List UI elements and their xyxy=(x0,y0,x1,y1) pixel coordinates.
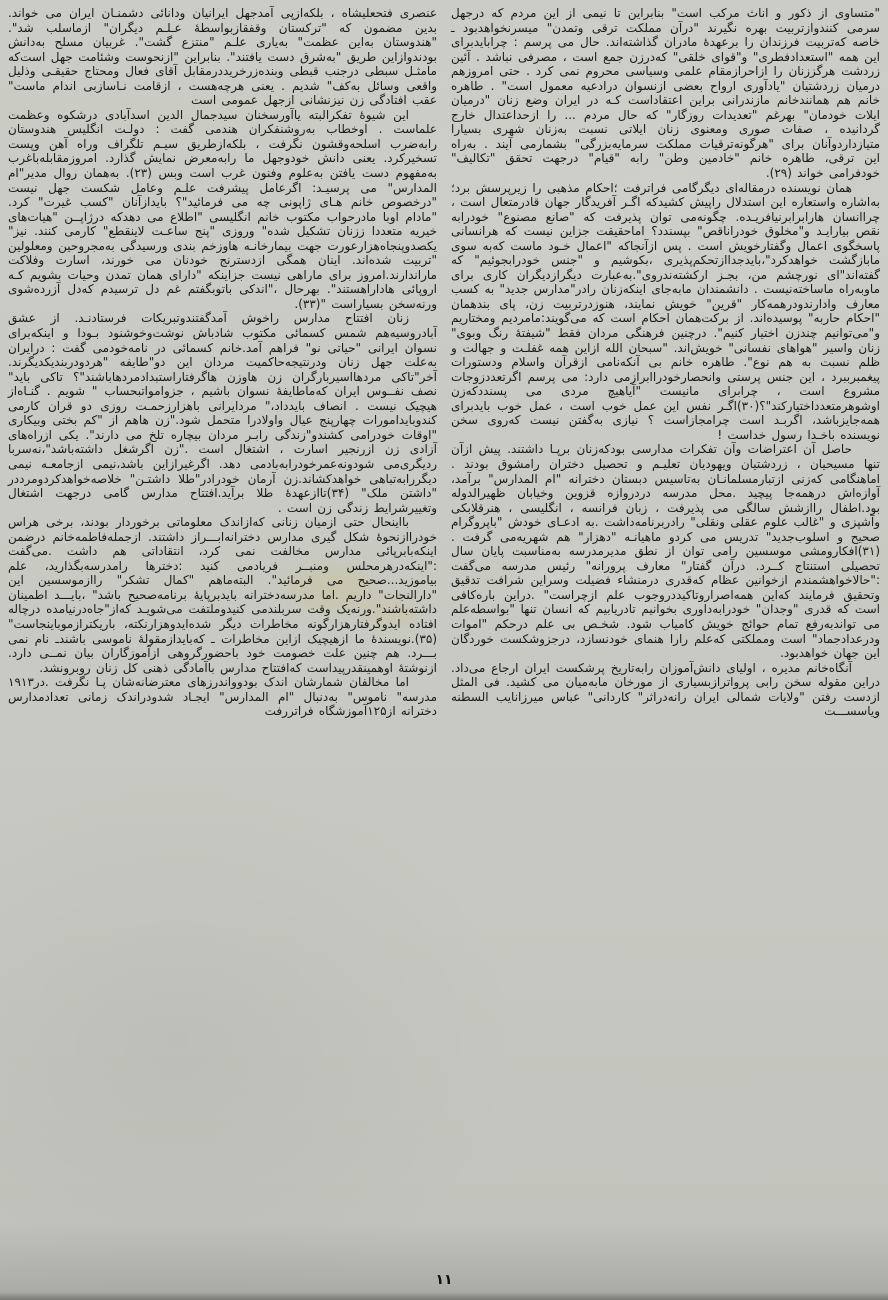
page-edge-shadow xyxy=(0,1292,888,1300)
page-number: ۱۱ xyxy=(435,1272,453,1288)
paragraph-right-3: حاصل آن اعتراضات وآن تفکرات مدارسی بودکه‌زنان برپـا داشتند. پیش ازآن تنها مسیحیان ، زردشتیان ویهودیان تعلیـم و تحصیل دختران رامشوق بودند . اماهنگامی که‌زنی ازتبارمسلمانـان به‌تاسیس دبستان دخترانه "ام المدارس" برآمد، آوازه‌اش درهمه‌جا پیچید .محل مدرسه دردروازه قزوین وخیابان ظهیرالدوله بود.اطفال راازشش سالگی می پذیرفت ، زبان فرانسه ، انگلیسی ، هنرقلابکی وآشپزی و "غالب علوم عقلی ونقلی" رادربرنامه‌داشت .به ادعـای خودش "باپروگرام صحیح و اسلوب‌جدید" تدریس می کردو ماهیانـه "دهزار" هم شهریه‌می گرفت .(۳۱)افکارومشی موسسین رامی توان از نطق مدیرمدرسه به‌مناسبت پایان سال تحصیلی استنتاج کــرد. درآن گفتار" معارف پرورانه" رئیس مدرسه می‌گفت :"حالاخواهشمندم ازخوانین عظام که‌قدری درمنشاء فضیلت وسراین شرافت تدقیق وتحقیق فرمایند كه‌این همه‌اصراروتاکیددروجوب علم ازچراست" .دراین باره‌کافی است که قدری "وجدان" خودرابه‌داوری بخوانیم تادریابیم که انسان تنها "بواسطه‌علم می تواندبه‌رفع تمام حوائج خویش کامیاب شود. شخـص بی علم درحکم "اموات ودرعدادجماد" است ومملکتی که‌علم رارا هنمای خودنسازد، درجزوشکست خوردگان این جهان خواهدبود. xyxy=(451,442,880,661)
paragraph-left-5: اما مخالفان شمارشان اندک بودوواندرزهای معترضانه‌شان پـا نگرفت .در۱۹۱۳ مدرسه" ناموس" به‌دنبال "ام المدارس" ایجـاد شدودراندک زمانی تعدادمدارس دخترانه از۱۲۵آموزشگاه فراتررفت xyxy=(8,675,437,719)
text-columns xyxy=(8,6,880,719)
paragraph-left-4: بااینحال حتی ازمیان زنانی که‌ازاندک معلوماتی برخوردار بودند، برخی هراس خودراازنحوهٔ شکل گیری مدارس دخترانه‌ابـــراز داشتند. ازجمله‌فاطمه‌خانم درضمن اینکه‌بابرپائی مدارس مخالفت نمی کرد، انتقاداتی هم داشت .می‌گفت :"اینکه‌درهرمحلس ومنبــر فریادمی کنید :دخترها رامدرسه‌بگذارید، علم بیاموزید...صحیح می فرمائید". البته‌ماهم "کمال تشکر" راازموسسین این "دارالنجات" داریم .اما مدرسه‌دخترانه بایدبرپایهٔ برنامه‌صحیح باشد" ،بایـــد اطمینان داشته‌باشند".ورنه‌یک وقت سربلندمی کنیدوملتفت می‌شویـد كه‌از"جاه‌درنیامده درچاله افتاده ایدوگرفتارهزارگونه مخاطرات دیگر شده‌ایدوهزارنکته، باریکترازموباینجاست" (۳۵).نویسندهٔ ما ازهیچیک ازاین مخاطرات ـ که‌بایدازمقولهٔ ناموسی باشندـ نام نمی بـــرد. هم چنین علت خصومت خود باحضورگروهی ازآموزگاران بیان نمــی‌ دارد. ازنوشتهٔ اوهمینقدرپیداست که‌افتتاح مدارس باآمادگی ذهنی كل زنان روبرونشد. xyxy=(8,515,437,675)
paragraph-left-2: این شیوهٔ تفکرالبته یاآورسخنان سیدجمال الدین اسدآبادی درشکوه وعظمت علماست . اوخطاب به‌روشنفکران هندمی گفت : دولـت انگلیس هندوستان رابه‌ضرب اسلحه‌وقشون نگرفت ، بلکه‌ازطریق سیـم تلگراف وراه آهن وپست تسخیرکرد. یعنی دانش خودوجهل ما رابه‌معرض نمایش گذارد. امروزمقابله‌باغرب به‌مفهوم دست یافتن به‌علوم وفنون غرب است وبس (۲۳). به‌همان روال مدیر"ام المدارس" می پرسیـد: اگرعامل پیشرفت علـم وعامل شکست جهل نیست "درخصوص خانم هـای ژاپونی چه می فرمائید"؟ بایدازآنان "کسب غیرت" کرد. "مادام اوبا مادرحواب مکتوب خانم انگلیسی "اطلاع می دهدکه درژاپــن "هیات‌های خیریه متعددا ززنان تشکیل شده" وروزی "پنج ساعـت لاینقطع" کارمی کنند. نیز" یکصدوپنجاه‌هزارعورت جهت بیمارخانـه‌ هاوزخم بندی ورسیدگی به‌مجروحین ومعلولین "تربیت شده‌اند. اینان همگی ازدسترنج خودنان می خورند، اسارت وفلاکت ماراندارند.امروز برای ماراهی نیست جزاینکه "دارای همان تمدن وحیات بشویم کـه اروپائی هاداراهستند". بهرحال ،"اندکی باتوبگفتم غم دل ترسیدم که‌دل آزرده‌شوی ورنه‌سخن بسیاراست "(۳۳). xyxy=(8,107,437,311)
paragraph-right-2: همان نویسنده درمقاله‌ای دیگرگامی فراترفت ؛احکام مذهبی را زیرپرسش برد؛به‌اشاره واستعاره این استدلال راپیش کشیدکه اگـر آفریدگار جهان قادرمتعال است ، چراانسان هارابرابرنیافریـده. چگونه‌می توان پذیرفت که "صانع مصنوع" خودرابه نقص بیارایـد و"مخلوق خودراناقص" بپسندد؟ اماحقیقت جزاین نیست که هرانسانی پاسخگوی اعمال وگفتارخویش است . پس ازآنجاکه "اعمال خـود ماست که‌به سوی مابازگشت خواهدکرد"،بایدجداازتحکم‌پذیری ،بکوشیم و "جنس خودرابجوئیم" که گفته‌اند"ای نورچشم من، بجـز ارکشته‌ندروی".به‌عبارت دیگرازدیگران کاری برای ماوبه‌راه ماساخته‌نیست . دانشمندان مابه‌جای اینکه‌زنان رادر"مدارس جدید" به كسب معارف وادارندودرهمه‌کار "قرین" خویش نمایند، هنوزدرتربیت زن، پای بندهمان "احکام حاربه" پوسیده‌اند. از برکت‌همان احکام است که می‌گویند:مامردیم ومختاریم و"می‌توانیم چندزن اختیار كنیم". درچنین فرهنگی مردان فقط "شیفتهٔ رنگ وبوی" زنان واسیر "هواهای نفسانی" خویش‌اند. "سبحان الله ازاین همه غفلـت و جهالت و ظلم نسبت به هم نوع". طاهره خانم بی آنکه‌نامی ازقرآن واسلام ودستورات پیغمبرببرد ، این جنس پرستی وانحصارخودراابرازمی دارد: می پرسم اگرتعددزوجات مشروع است ، چرابرای مانیست "آیاهیچ مردی می پسنددکه‌زن اوشوهرمتعدداختیارکند"؟(۳۰)اگـر نفس این عمل خوب است ، عمل خوب بایدبرای همه‌جایزباشد، اگربـد است چرامجازاست ؟ نیازی به‌گفتن نیست که‌روی سخن نویسنده باخـدا رسول خداست ! xyxy=(451,180,880,442)
column-right xyxy=(451,6,880,719)
paragraph-right-continuation: "متساوی از ذکور و اناث مرکب است" بنابراین تا نیمی از این مردم که درجهل سرمی کنندوازتربیت بهره نگیرند "درآن مملکت ترقی وتمدن" میسرنخواهدبود ـ خاصه که‌تربیت فرزندان را برعهدهٔ مادران گذاشته‌اند. حال می پرسم : چرابایدبرای این همه "استعدادفطری" و"قوای خلقی" که‌درزن جمع است ، مصرفی نباشد . آئین زردشت هرگززنان را ازاحرازمقام علمی وسیاسی محروم نمی کرد . حتی امروزهم درمیان زردشتیان "یادآوری ارواح بعضی ازنسوان درادعیه معمول است" . طاهره خانم هم همانندخانم مازندرانی براین اعتقاداست کـه در ایران وضع زنان "درمیان ایلات خودمان" بهرغم "تعدیدات روزگار" که حال مردم ... را ازحداعتدال خارج گردانیده ، صفات صوری ومعنوی زنان ایلاتی نسبت به‌زنان شهری بسیارا متیازداردوآنان برای "هرگونه‌ترقیات مملکت سرمایه‌بزرگی" بشمارمی آیند . به‌راه این ترقی، طاهره خانم "خادمین وطن" رابه "قیام" درجهت تحقق "تکالیف" خودفرامی خواند (۲۹). xyxy=(451,6,880,181)
paragraph-right-4: آنگاه‌خانم مدیره ، اولیای دانش‌آموزان رابه‌تاریخ پرشکست ایران ارجاع می‌داد. دراین مقوله سخن رابی پرواترازبسیاری از مورخان مابه‌میان می کشید. فی المثل ازدست رفتن "ولایات شمالی ایران رانه‌دراثر" کاردانی" عباس میرزانایب السطنه ویاسســـت xyxy=(451,660,880,719)
paragraph-left-3: زنان افتتاح مدارس راخوش آمدگفتندوتبریکات فرستادنـد. از عشق آبادروسیه‌هم شمس کسمائی مکتوب شادباش نوشت‌وخوشنود بـودا و اینکه‌برای نسوان ایرانی "حیاتی نو" فراهم آمد.خانم کسمائی در نامه‌خودمی گفت : درایران به‌علت جهل زنان ودرنتیجه‌حاکمیت مردان این دو"طایفه "هردودربندیکدیگرند. آخر"تاکی مردهااسیربارگران زن هاوزن هاگرفتاراستبدادمردهاباشند"؟ تاکی باید" نصف نفــوس ایران كه‌ماطایفهٔ نسوان باشیم ، جزوامواتبحساب " شویم . گنـاه‌از هیچیک نیست . انصاف بایدداد،" مردایرانی باهزارزحمـت روزی دو قران کارمی کندوبایدامورات چهارپنج عیال واولادرا متحمل شود."زن هاهم از "کم بختی وبیکاری "اوقات خودرامی کشندو"زندگی رابـر مردان بیچاره تلخ می دارند". یکی ازراه‌های آزادی زن ازرنجیر اسارت ، اشتغال است ."زن اگرشغل داشته‌باشد"،نه‌سربا ردیگری‌می‌ شودونه‌عمرخودرابه‌بادمی دهد. اگرغیرازاین باشد،نیمی ازجامعـه نیمی دیگررابه‌تباهی خواهدکشاند.زن آرمان خودرادر"طلا داشتـن" خلاصه‌خواهدکردومرددر "داشتن ملک" (۳۴)تاازعهدهٔ طلا برآید.افتتاح مدارس گامی درجهت اشتغال وتغییرشرایط زندگی زن است . xyxy=(8,311,437,515)
column-left xyxy=(8,6,437,719)
paragraph-left-continuation: عنصری فتحعلیشاه ، بلکه‌ازپی آمدجهل ایرانیان ودانائی دشمنـان ایران می خواند. بدین مضمون که "ترکستان وقفقازبواسطهٔ عـلـم دیگران" ازماسلب شد". "هندوستان به‌این عظمت" به‌یاری علـم "منتزع گشت". غربیان مسلح به‌دانش بودندوازاین طریق "به‌شرق دست یافتند". بنابراین "ازنحوست وشئامت جهل است‌که مامثـل سبطی درجنب قبطی وبنده‌زرخریددرمقابل آقای فعال ومحتاج حقیقـی وذلیل واقعی وسائل به‌کف" شدیم . یعنی هرچه‌هست ، ازقامت نـاسازبی اندام ماست" عقب افتادگی زن نیزنشانی ازجهل عمومی است xyxy=(8,6,437,108)
